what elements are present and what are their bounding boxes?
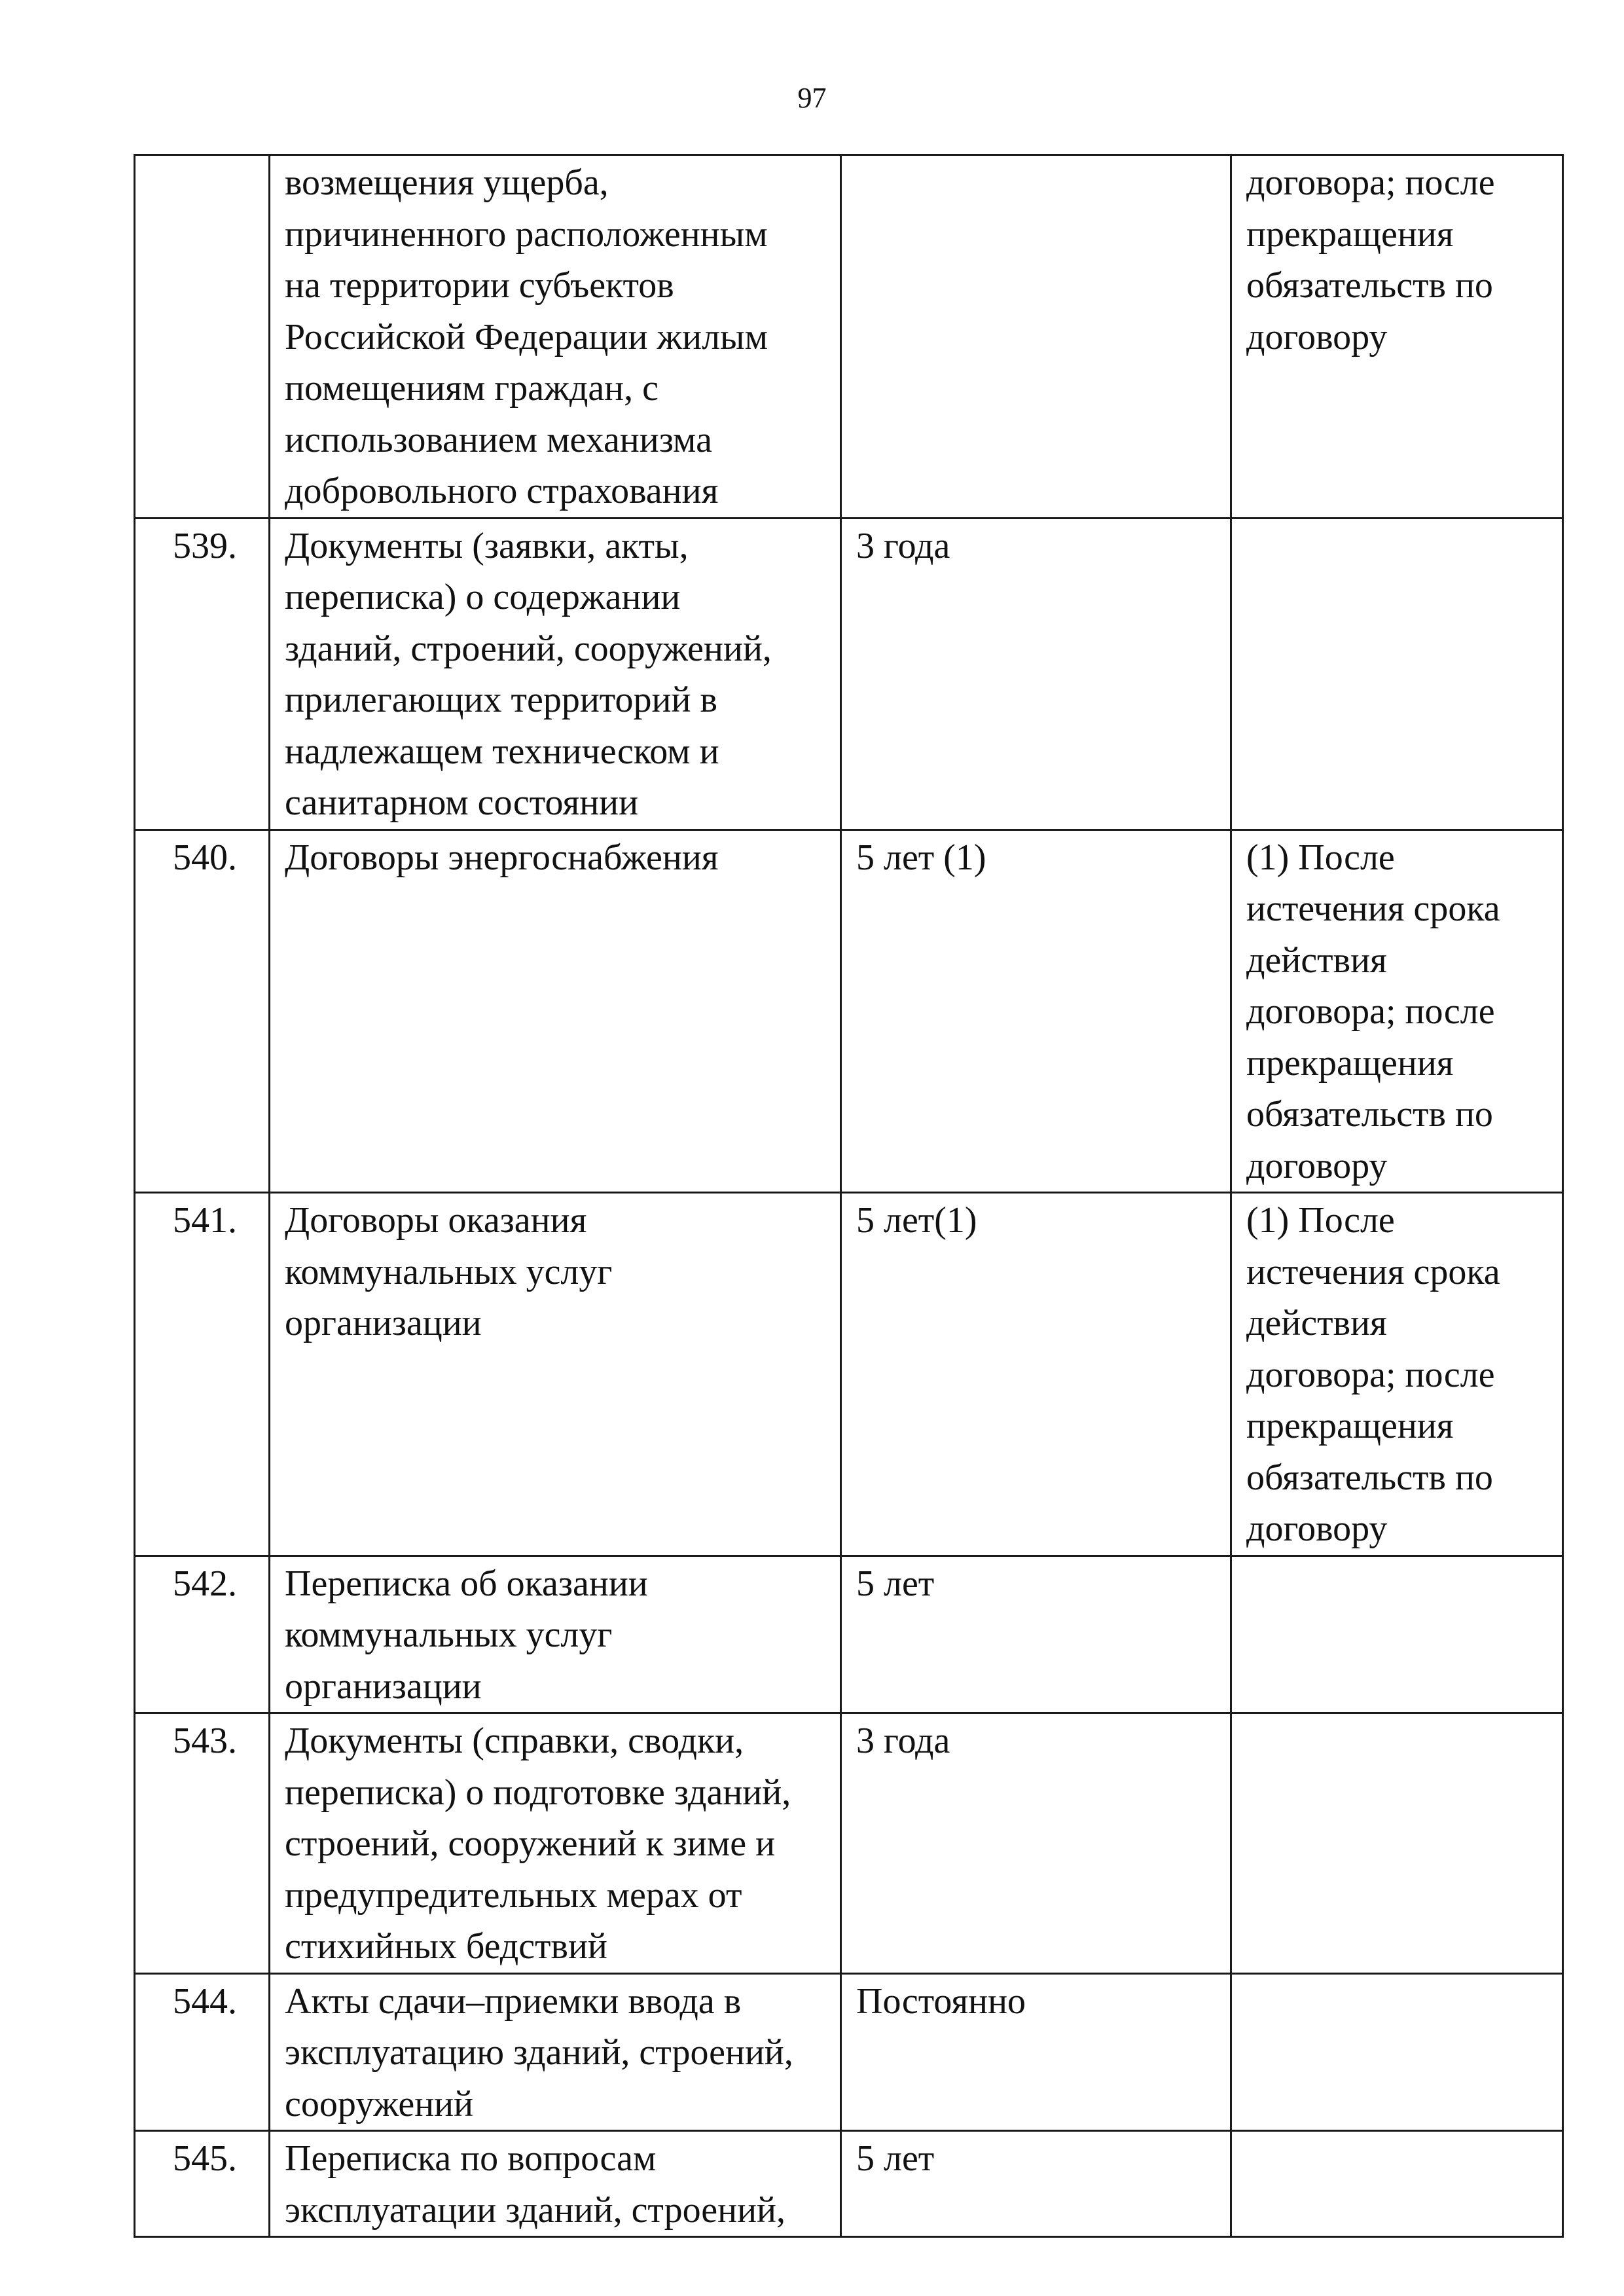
retention-note-line: истечения срока [1246, 888, 1500, 929]
document-title-line: коммунальных услуг [285, 1614, 613, 1655]
row-number: 540. [135, 829, 270, 1193]
table-body [135, 155, 1563, 2237]
document-title-line: возмещения ущерба, [285, 162, 609, 203]
retention-note [1231, 1713, 1563, 1974]
document-title-line: строений, сооружений к зиме и [285, 1823, 776, 1864]
retention-note-line: договору [1246, 1145, 1388, 1186]
document-title-line: Документы (заявки, акты, [285, 525, 689, 566]
table-row [135, 1193, 1563, 1556]
retention-term: 5 лет(1) [841, 1193, 1231, 1556]
document-title-line: Договоры энергоснабжения [285, 837, 719, 878]
document-title-line: зданий, строений, сооружений, [285, 628, 772, 669]
retention-term: 5 лет [841, 1556, 1231, 1713]
retention-note-line: обязательств по [1246, 265, 1493, 306]
retention-note-line: договору [1246, 316, 1388, 357]
table-row [135, 829, 1563, 1193]
retention-term: 5 лет (1) [841, 829, 1231, 1193]
document-title [270, 155, 841, 519]
document-title-line: использованием механизма [285, 419, 712, 460]
retention-note-line: прекращения [1246, 213, 1454, 255]
document-title-line: прилегающих территорий в [285, 680, 717, 720]
row-number [135, 155, 270, 519]
row-number: 543. [135, 1713, 270, 1974]
document-title-line: Переписка по вопросам [285, 2138, 657, 2179]
retention-note [1231, 518, 1563, 829]
retention-note-line: прекращения [1246, 1406, 1454, 1446]
document-title-line: надлежащем техническом и [285, 731, 719, 772]
page-number: 97 [797, 82, 827, 114]
retention-note [1231, 1973, 1563, 2131]
retention-note-line: договору [1246, 1508, 1388, 1549]
document-title-line: организации [285, 1666, 482, 1707]
document-title-line: Документы (справки, сводки, [285, 1721, 744, 1761]
retention-note-line: прекращения [1246, 1042, 1454, 1084]
document-title-line: санитарном состоянии [285, 782, 639, 823]
document-title-line: стихийных бедствий [285, 1926, 607, 1967]
document-title [270, 1556, 841, 1713]
records-retention-table [134, 154, 1564, 2238]
document-title [270, 1973, 841, 2131]
retention-note-line: (1) После [1246, 1200, 1395, 1241]
table-row [135, 2131, 1563, 2237]
document-title-line: организации [285, 1303, 482, 1343]
table-row [135, 155, 1563, 519]
document-title [270, 1193, 841, 1556]
retention-note-line: истечения срока [1246, 1251, 1500, 1292]
document-title-line: на территории субъектов [285, 265, 674, 306]
retention-term: 3 года [841, 1713, 1231, 1974]
retention-note-line: действия [1246, 1303, 1387, 1343]
row-number: 545. [135, 2131, 270, 2237]
retention-note [1231, 829, 1563, 1193]
row-number: 544. [135, 1973, 270, 2131]
retention-note [1231, 2131, 1563, 2237]
row-number: 539. [135, 518, 270, 829]
retention-term: Постоянно [841, 1973, 1231, 2131]
table-row [135, 1556, 1563, 1713]
document-title-line: переписка) о подготовке зданий, [285, 1772, 791, 1813]
table-row [135, 1973, 1563, 2131]
document-title-line: Российской Федерации жилым [285, 316, 768, 357]
document-title-line: Акты сдачи–приемки ввода в [285, 1980, 742, 2022]
document-title [270, 829, 841, 1193]
retention-note-line: договора; после [1246, 991, 1495, 1032]
document-title-line: Переписка об оказании [285, 1563, 648, 1604]
retention-note [1231, 1193, 1563, 1556]
document-title-line: добровольного страхования [285, 471, 719, 511]
document-title [270, 518, 841, 829]
document-title-line: Договоры оказания [285, 1200, 587, 1241]
document-title-line: эксплуатацию зданий, строений, [285, 2032, 793, 2073]
retention-note-line: действия [1246, 939, 1387, 981]
document-title-line: причиненного расположенным [285, 213, 768, 255]
retention-note-line: обязательств по [1246, 1094, 1493, 1135]
retention-note-line: обязательств по [1246, 1457, 1493, 1498]
row-number: 541. [135, 1193, 270, 1556]
retention-note-line: (1) После [1246, 837, 1395, 878]
retention-note-line: договора; после [1246, 162, 1495, 203]
document-title-line: предупредительных мерах от [285, 1874, 742, 1916]
retention-note-line: договора; после [1246, 1354, 1495, 1395]
table-row [135, 518, 1563, 829]
document-title-line: помещениям граждан, с [285, 368, 659, 409]
document-title-line: сооружений [285, 2083, 474, 2124]
document-title-line: коммунальных услуг [285, 1251, 613, 1292]
retention-note [1231, 155, 1563, 519]
document-title-line: эксплуатации зданий, строений, [285, 2189, 786, 2231]
document-title [270, 2131, 841, 2237]
retention-term: 3 года [841, 518, 1231, 829]
retention-term: 5 лет [841, 2131, 1231, 2237]
document-title [270, 1713, 841, 1974]
retention-term [841, 155, 1231, 519]
retention-note [1231, 1556, 1563, 1713]
row-number: 542. [135, 1556, 270, 1713]
document-title-line: переписка) о содержании [285, 577, 681, 617]
table-row [135, 1713, 1563, 1974]
